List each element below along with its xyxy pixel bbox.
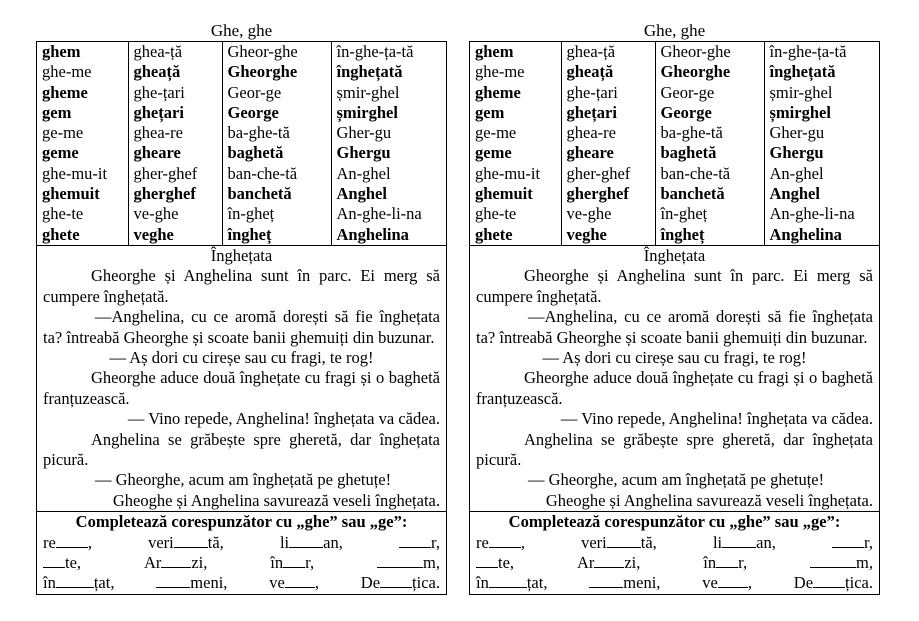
word-bold: Gheorghe (660, 62, 731, 82)
word-bold: gherghef (133, 184, 196, 204)
story-paragraph: Gheorghe aduce două înghețate cu fragi și o baghetă franțuzească. (43, 368, 440, 408)
word-syllabified: șmir-ghel (769, 82, 833, 102)
fill-blank[interactable] (283, 554, 305, 568)
word-syllabified: ba-ghe-tă (660, 123, 723, 143)
word-prefix: în (703, 553, 717, 573)
fill-in-item (361, 573, 440, 593)
word-suffix: țica. (845, 573, 873, 593)
word-bold: ghem (475, 42, 514, 61)
word-syllabified: Geor-ge (660, 82, 715, 102)
fill-blank[interactable] (380, 574, 412, 588)
word-bold: gem (475, 102, 505, 122)
fill-blank[interactable] (607, 534, 641, 548)
word-suffix: țat, (526, 573, 548, 593)
exercise-title: Completează corespunzător cu „ghe” sau „ge”: (75, 512, 408, 532)
word-prefix: De (360, 573, 381, 593)
fill-in-item (703, 553, 747, 573)
fill-in-item (377, 553, 440, 573)
word-syllabified: Gher-gu (336, 123, 392, 143)
story-title: Înghețata (643, 245, 706, 265)
word-prefix: veri (148, 532, 174, 552)
word-bold: gheme (42, 82, 88, 102)
fill-blank[interactable] (161, 554, 191, 568)
word-syllabified: An-ghel (769, 163, 824, 183)
fill-blank[interactable] (813, 574, 845, 588)
fill-in-item (476, 533, 525, 553)
syllable-column (222, 42, 331, 245)
word-bold: gheme (475, 82, 521, 102)
story-paragraph: Gheoghe și Anghelina savurează veseli înghețata. (545, 490, 873, 510)
word-bold: ghețari (133, 102, 184, 122)
fill-blank[interactable] (156, 574, 190, 588)
fill-blank[interactable] (722, 534, 756, 548)
word-bold: Ghergu (769, 143, 824, 163)
word-bold: banchetă (227, 184, 292, 204)
worksheet-box (469, 41, 880, 595)
worksheet-title: Ghe, ghe (643, 21, 706, 40)
word-suffix: țica. (412, 573, 440, 593)
fill-blank[interactable] (594, 554, 624, 568)
word-syllabified: ghe-te (475, 204, 517, 224)
word-syllabified: An-ghel (336, 163, 391, 183)
exercise-row (476, 573, 873, 593)
word-prefix: Ar (143, 553, 162, 573)
exercise-section (470, 511, 879, 594)
word-bold: ghemuit (42, 184, 100, 204)
word-syllabified: ghe-me (475, 62, 525, 82)
fill-blank[interactable] (589, 574, 623, 588)
word-bold: geme (42, 143, 79, 163)
word-bold: gherghef (566, 184, 629, 204)
word-bold: baghetă (227, 143, 284, 163)
fill-blank[interactable] (56, 574, 94, 588)
word-suffix: , (87, 532, 92, 552)
fill-in-item (43, 533, 92, 553)
word-prefix: în (270, 553, 284, 573)
exercise-row (43, 573, 440, 593)
word-syllabified: Gher-gu (769, 123, 825, 143)
fill-in-item (476, 553, 514, 573)
story-section (37, 245, 446, 511)
word-syllabified: ve-ghe (566, 204, 612, 224)
word-suffix: , (747, 573, 752, 593)
story-paragraph: — Aș dori cu cireșe sau cu fragi, te rog! (109, 348, 374, 367)
syllable-row (37, 42, 448, 245)
word-suffix: , (520, 532, 525, 552)
word-suffix: meni, (190, 573, 228, 593)
word-suffix: r, (738, 553, 748, 573)
word-bold: Anghel (336, 184, 387, 204)
fill-in-item (589, 573, 660, 593)
word-prefix: Ar (576, 553, 595, 573)
word-suffix: m, (856, 553, 873, 573)
fill-in-item (280, 533, 343, 553)
word-prefix: re (43, 532, 56, 552)
word-bold: ghete (42, 224, 80, 244)
word-prefix: re (476, 532, 489, 552)
syllable-column (331, 42, 448, 245)
word-bold: Ghergu (336, 143, 391, 163)
word-syllabified: în-gheț (227, 204, 275, 224)
fill-blank[interactable] (489, 574, 527, 588)
fill-blank[interactable] (810, 554, 856, 568)
word-bold: ghete (475, 224, 513, 244)
word-bold: gheață (566, 62, 614, 82)
fill-in-item (810, 553, 873, 573)
exercise-section (37, 511, 446, 594)
word-prefix: li (279, 532, 290, 552)
word-bold: ghețari (566, 102, 617, 122)
word-prefix: veri (581, 532, 607, 552)
word-bold: șmirghel (336, 102, 398, 122)
word-suffix: țat, (93, 573, 115, 593)
worksheet-title: Ghe, ghe (210, 21, 273, 40)
word-bold: Anghelina (336, 224, 409, 244)
word-bold: ghemuit (475, 184, 533, 204)
exercise-row (476, 553, 873, 573)
word-syllabified: ghe-me (42, 62, 92, 82)
word-bold: îngheț (660, 224, 705, 244)
story-paragraph: Gheorghe aduce două înghețate cu fragi și o baghetă franțuzească. (476, 368, 873, 408)
worksheet-box (36, 41, 447, 595)
word-syllabified: în-ghe-ța-tă (336, 42, 414, 61)
story-paragraph: — Vino repede, Anghelina! înghețata va cădea. (127, 409, 440, 429)
fill-in-item (399, 533, 440, 553)
fill-blank[interactable] (43, 554, 65, 568)
word-bold: gem (42, 102, 72, 122)
word-suffix: an, (323, 532, 343, 552)
fill-blank[interactable] (174, 534, 208, 548)
fill-in-item (577, 553, 640, 573)
word-bold: înghețată (336, 62, 403, 82)
word-bold: George (227, 102, 279, 122)
fill-in-item (476, 573, 547, 593)
word-syllabified: ban-che-tă (660, 163, 731, 183)
word-suffix: r, (305, 553, 315, 573)
word-bold: banchetă (660, 184, 725, 204)
word-syllabified: ghea-re (566, 123, 616, 143)
worksheet-left (36, 20, 447, 595)
word-bold: gheare (133, 143, 181, 163)
word-bold: înghețată (769, 62, 836, 82)
word-suffix: te, (65, 553, 82, 573)
fill-blank[interactable] (832, 534, 864, 548)
story-paragraph: —Anghelina, cu ce aromă dorești să fie înghețata ta? întreabă Gheorghe și scoate banii ghemuiți din buzunar. (43, 307, 440, 347)
word-prefix: în (43, 573, 56, 593)
syllable-column (37, 42, 128, 245)
word-bold: gheață (133, 62, 181, 82)
word-bold: George (660, 102, 712, 122)
word-prefix: ve (269, 573, 285, 593)
syllable-column (655, 42, 764, 245)
word-suffix: zi, (624, 553, 641, 573)
syllable-table (37, 42, 448, 245)
word-syllabified: An-ghe-li-na (769, 204, 855, 224)
word-syllabified: gher-ghef (133, 163, 198, 183)
syllable-column (764, 42, 881, 245)
story-paragraph: Anghelina se grăbește spre gheretă, dar înghețata picură. (476, 429, 873, 470)
fill-in-item (702, 573, 752, 593)
word-syllabified: în-gheț (660, 204, 708, 224)
word-bold: Gheorghe (227, 62, 298, 82)
word-syllabified: ghe-mu-it (475, 163, 541, 183)
word-syllabified: ghe-țari (566, 82, 618, 102)
word-syllabified: ge-me (42, 123, 84, 143)
word-bold: baghetă (660, 143, 717, 163)
word-bold: Anghelina (769, 224, 842, 244)
word-suffix: , (314, 573, 319, 593)
story-paragraph: — Vino repede, Anghelina! înghețata va cădea. (560, 409, 873, 429)
word-syllabified: ba-ghe-tă (227, 123, 290, 143)
word-syllabified: An-ghe-li-na (336, 204, 422, 224)
fill-in-item (713, 533, 776, 553)
word-suffix: r, (431, 532, 440, 552)
fill-blank[interactable] (718, 574, 748, 588)
exercise-title: Completează corespunzător cu „ghe” sau „ge”: (508, 512, 841, 532)
exercise-row (476, 533, 873, 553)
fill-in-item (581, 533, 657, 553)
word-syllabified: în-ghe-ța-tă (769, 42, 847, 61)
word-syllabified: gher-ghef (566, 163, 631, 183)
fill-blank[interactable] (285, 574, 315, 588)
story-section (470, 245, 879, 511)
word-syllabified: șmir-ghel (336, 82, 400, 102)
word-syllabified: Geor-ge (227, 82, 282, 102)
word-syllabified: ve-ghe (133, 204, 179, 224)
fill-blank[interactable] (56, 534, 88, 548)
fill-blank[interactable] (716, 554, 738, 568)
syllable-row (470, 42, 881, 245)
fill-in-item (269, 573, 319, 593)
fill-blank[interactable] (476, 554, 498, 568)
fill-in-item (148, 533, 224, 553)
word-syllabified: ghe-țari (133, 82, 185, 102)
word-suffix: tă, (207, 532, 224, 552)
fill-blank[interactable] (377, 554, 423, 568)
fill-blank[interactable] (399, 534, 431, 548)
word-prefix: De (793, 573, 814, 593)
word-syllabified: ge-me (475, 123, 517, 143)
syllable-table (470, 42, 881, 245)
word-syllabified: ghea-ță (566, 42, 616, 61)
word-bold: ghem (42, 42, 81, 61)
word-suffix: meni, (623, 573, 661, 593)
fill-in-item (832, 533, 873, 553)
story-paragraph: Gheoghe și Anghelina savurează veseli înghețata. (112, 490, 440, 510)
fill-in-item (156, 573, 227, 593)
word-syllabified: Gheor-ghe (227, 42, 298, 61)
word-syllabified: ban-che-tă (227, 163, 298, 183)
word-suffix: tă, (640, 532, 657, 552)
fill-blank[interactable] (489, 534, 521, 548)
word-syllabified: Gheor-ghe (660, 42, 731, 61)
story-paragraph: — Aș dori cu cireșe sau cu fragi, te rog! (542, 348, 807, 367)
word-bold: îngheț (227, 224, 272, 244)
fill-in-item (144, 553, 207, 573)
word-syllabified: ghea-re (133, 123, 183, 143)
word-prefix: în (476, 573, 489, 593)
word-suffix: te, (498, 553, 515, 573)
story-paragraph: — Gheorghe, acum am înghețată pe ghetuțe! (528, 470, 825, 490)
word-bold: veghe (133, 224, 174, 244)
fill-blank[interactable] (289, 534, 323, 548)
word-prefix: li (712, 532, 723, 552)
word-bold: geme (475, 143, 512, 163)
word-bold: gheare (566, 143, 614, 163)
exercise-row (43, 533, 440, 553)
word-syllabified: ghe-mu-it (42, 163, 108, 183)
story-paragraph: Anghelina se grăbește spre gheretă, dar înghețata picură. (43, 429, 440, 470)
word-suffix: an, (756, 532, 776, 552)
exercise-row (43, 553, 440, 573)
word-bold: veghe (566, 224, 607, 244)
fill-in-item (43, 553, 81, 573)
fill-in-item (43, 573, 114, 593)
story-paragraph: Gheorghe și Anghelina sunt în parc. Ei merg să cumpere înghețată. (43, 266, 440, 306)
word-suffix: r, (864, 532, 873, 552)
syllable-column (561, 42, 655, 245)
story-paragraph: — Gheorghe, acum am înghețată pe ghetuțe! (95, 470, 392, 490)
word-suffix: m, (423, 553, 440, 573)
word-syllabified: ghea-ță (133, 42, 183, 61)
syllable-column (470, 42, 561, 245)
story-paragraph: Gheorghe și Anghelina sunt în parc. Ei merg să cumpere înghețată. (476, 266, 873, 306)
word-bold: șmirghel (769, 102, 831, 122)
syllable-column (128, 42, 222, 245)
word-bold: Anghel (769, 184, 820, 204)
word-syllabified: ghe-te (42, 204, 84, 224)
worksheet-right (469, 20, 880, 595)
word-prefix: ve (702, 573, 718, 593)
story-paragraph: —Anghelina, cu ce aromă dorești să fie înghețata ta? întreabă Gheorghe și scoate banii ghemuiți din buzunar. (476, 307, 873, 347)
fill-in-item (270, 553, 314, 573)
fill-in-item (794, 573, 873, 593)
story-title: Înghețata (210, 245, 273, 265)
word-suffix: zi, (191, 553, 208, 573)
